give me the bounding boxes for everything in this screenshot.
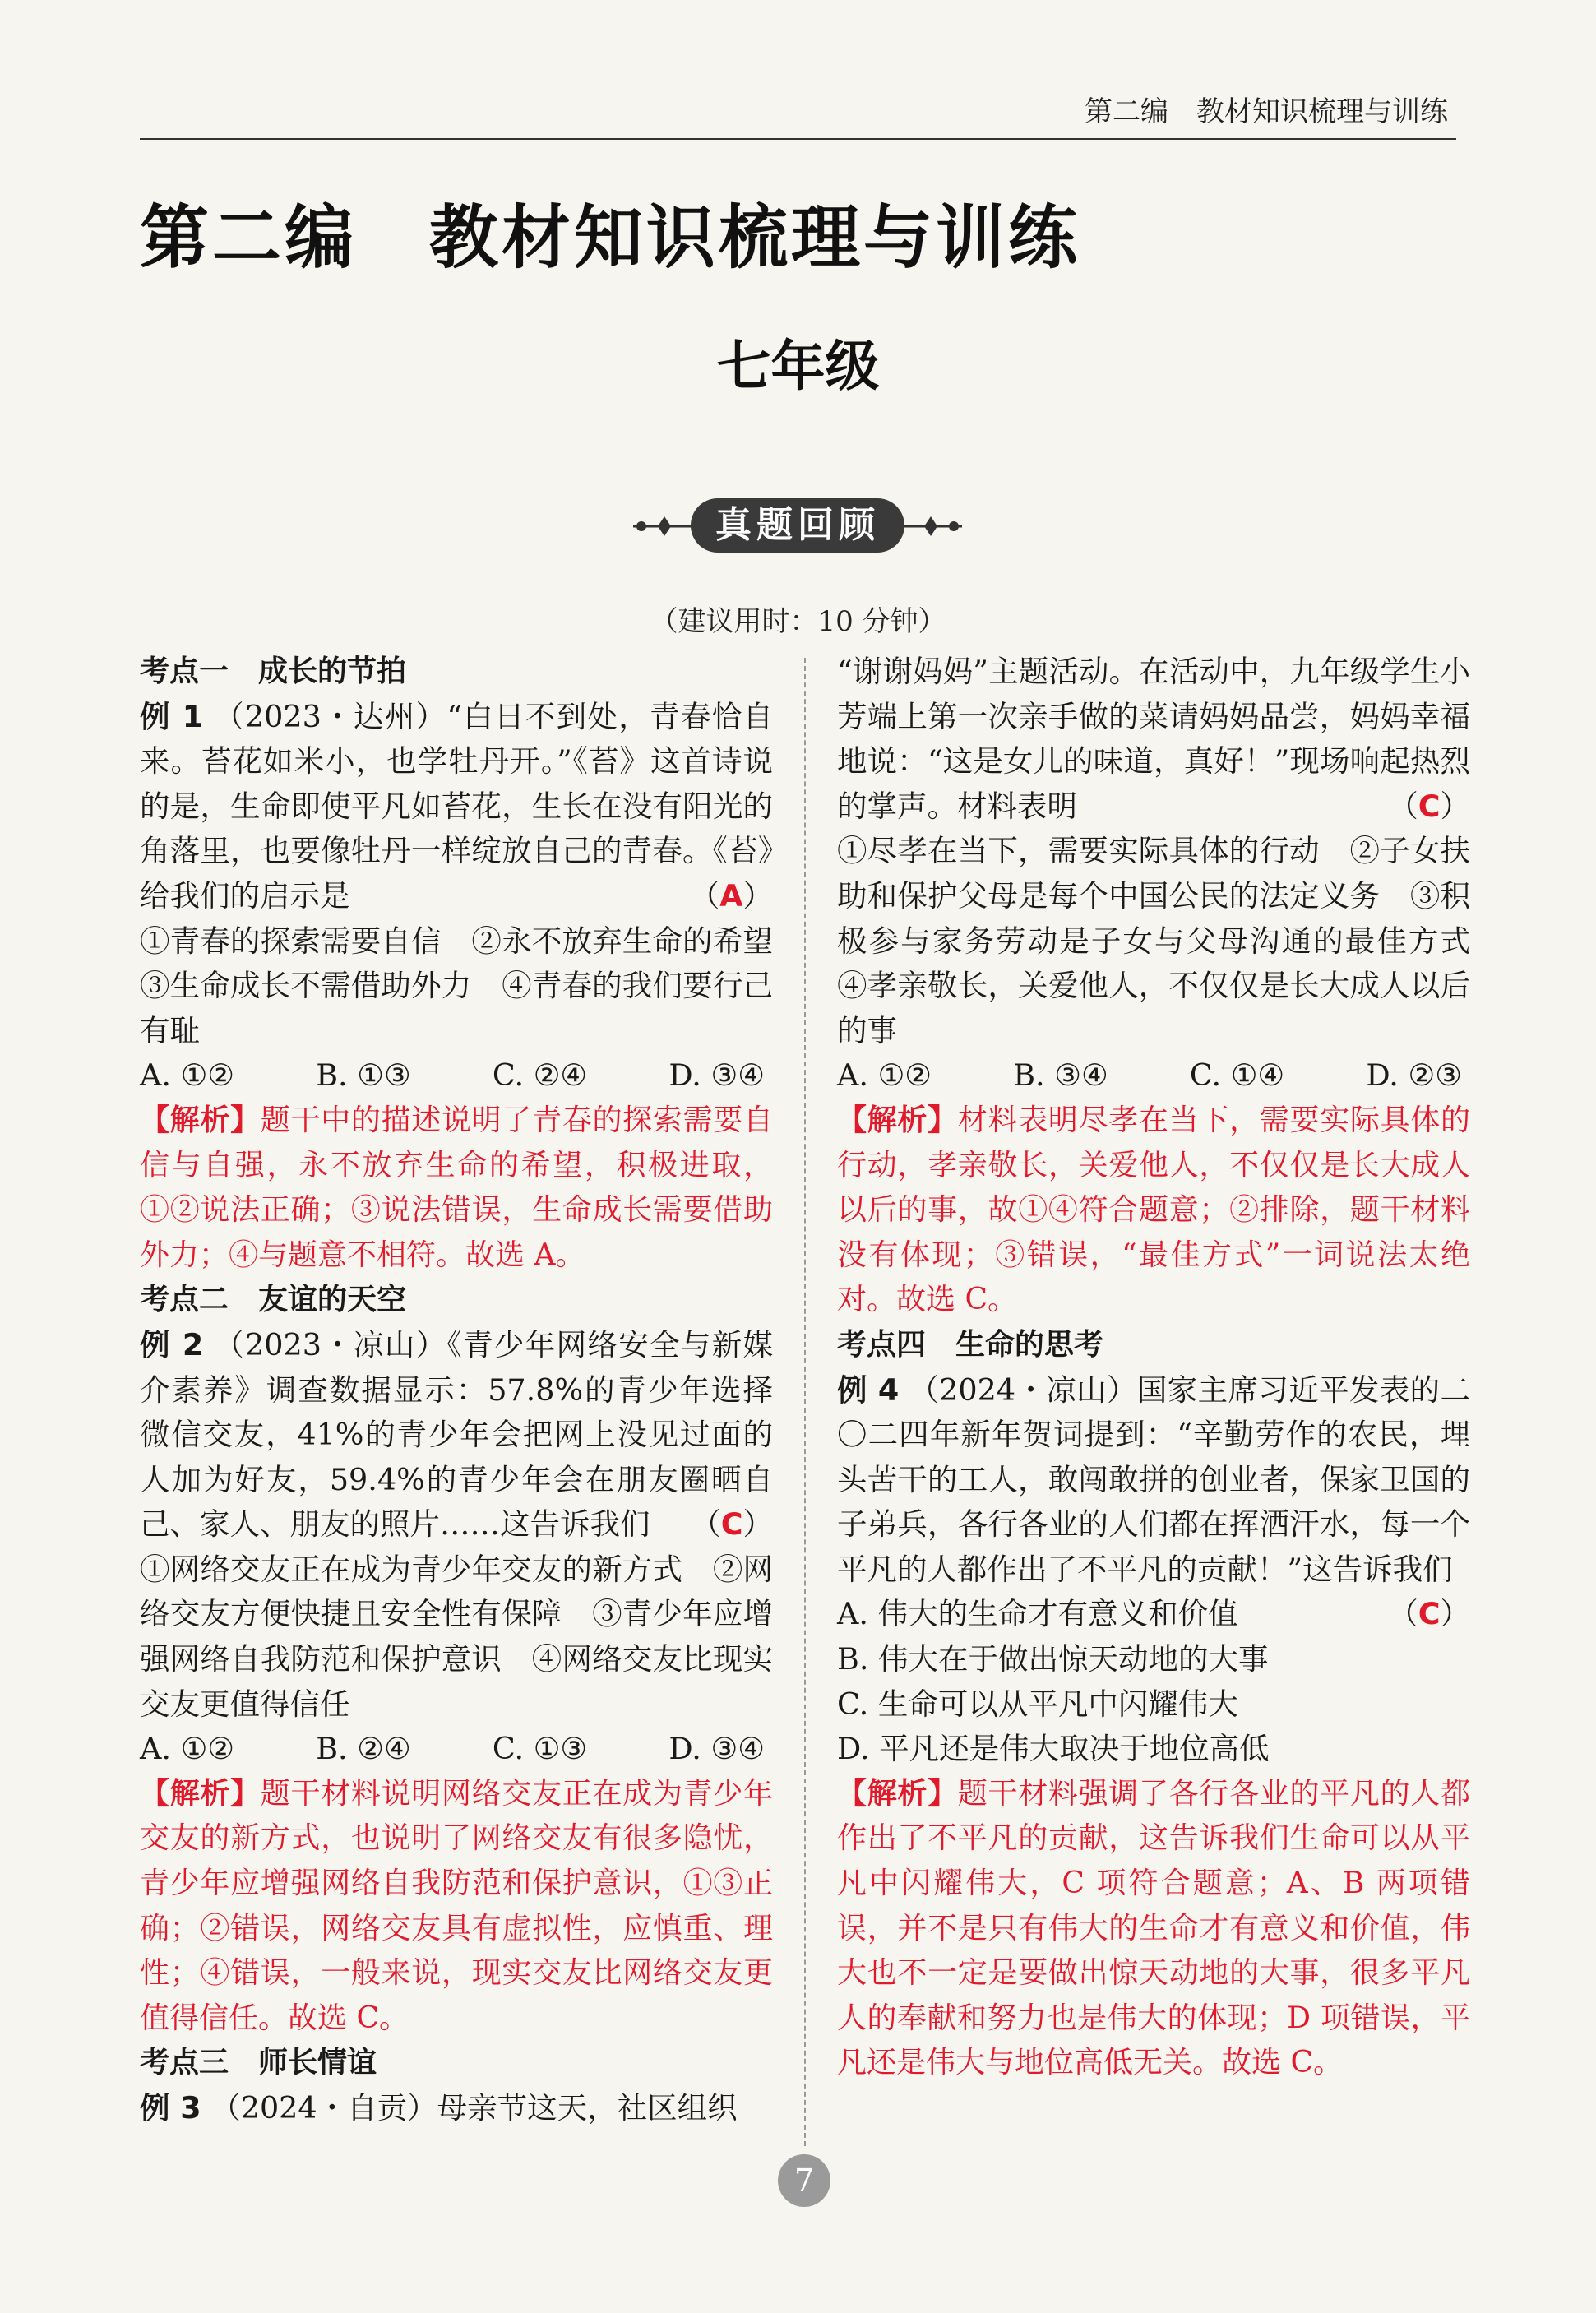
option-a: A. 伟大的生命才有意义和价值 bbox=[837, 1596, 1238, 1632]
option-c: C. ①③ bbox=[492, 1731, 588, 1767]
option-c: C. 生命可以从平凡中闪耀伟大 bbox=[837, 1686, 1238, 1722]
question-4 bbox=[837, 1368, 1470, 2087]
answer-bracket: （C） bbox=[691, 1506, 773, 1543]
right-column bbox=[837, 650, 1501, 2086]
option-d: D. ③④ bbox=[668, 1731, 765, 1767]
question-3-start bbox=[140, 2086, 773, 2131]
page-title: 第二编 教材知识梳理与训练 bbox=[140, 197, 1081, 278]
question-stem: （2023・达州）“白日不到处，青春恰自来。苔花如米小，也学牡丹开。”《苔》这首诗说的是，生命即使平凡如苔花，生长在没有阳光的角落里，也要像牡丹一样绽放自己的青春。《苔》给我们的启示是 bbox=[140, 698, 773, 914]
header-rule bbox=[140, 138, 1456, 140]
option-d: D. 平凡还是伟大取决于地位高低 bbox=[837, 1731, 1270, 1767]
section-heading-1: 考点一 成长的节拍 bbox=[140, 655, 407, 688]
option-a: A. ①② bbox=[140, 1731, 235, 1767]
column-divider bbox=[804, 658, 806, 2146]
options bbox=[837, 1053, 1470, 1099]
suggested-time: （建议用时：10 分钟） bbox=[650, 605, 946, 638]
option-a: A. ①② bbox=[140, 1057, 235, 1094]
answer: A bbox=[719, 877, 743, 914]
options bbox=[140, 1053, 773, 1099]
question-stem: （2023・凉山）《青少年网络安全与新媒介素养》调查数据显示：57.8%的青少年选择微信交友，41%的青少年会把网上没见过面的人加为好友，59.4%的青少年会在朋友圈晒自己、家人、朋友的照片……这告诉我们 bbox=[140, 1326, 774, 1543]
answer: C bbox=[720, 1506, 743, 1543]
question-label: 例 1 bbox=[140, 698, 204, 734]
section-heading-3: 考点三 师长情谊 bbox=[140, 2046, 377, 2080]
analysis-tag: 【解析】 bbox=[837, 1103, 958, 1137]
analysis: 【解析】题干材料强调了各行各业的平凡的人都作出了不平凡的贡献，这告诉我们生命可以从平凡中闪耀伟大，C 项符合题意；A、B 两项错误，并不是只有伟大的生命才有意义和价值，伟大也不一定是要做出惊天动地的大事，很多平凡人的奉献和努力也是伟大的体现；D 项错误，平凡还是伟大与地位高低无关。故选 C。 bbox=[837, 1776, 1470, 2080]
question-label: 例 2 bbox=[140, 1326, 204, 1362]
question-stem: （2024・自贡）母亲节这天，社区组织 bbox=[210, 2090, 738, 2126]
analysis: 【解析】材料表明尽孝在当下，需要实际具体的行动，孝亲敬长，关爱他人，不仅仅是长大成人以后的事，故①④符合题意；②排除，题干材料没有体现；③错误，“最佳方式”一词说法太绝对。故选 C。 bbox=[837, 1103, 1470, 1317]
running-head: 第二编 教材知识梳理与训练 bbox=[1085, 95, 1448, 128]
statements: ①青春的探索需要自信 ②永不放弃生命的希望 ③生命成长不需借助外力 ④青春的我们要行己有耻 bbox=[140, 923, 803, 1048]
option-c: C. ①④ bbox=[1189, 1057, 1285, 1094]
analysis-tag: 【解析】 bbox=[140, 1776, 261, 1811]
options bbox=[140, 1727, 773, 1772]
question-stem: （2024・凉山）国家主席习近平发表的二〇二四年新年贺词提到：“辛勤劳作的农民，埋头苦干的工人，敢闯敢拼的创业者，保家卫国的子弟兵，各行各业的人们都在挥洒汗水，每一个平凡的人都作出了不平凡的贡献！”这告诉我们 bbox=[837, 1372, 1471, 1587]
statements: ①网络交友正在成为青少年交友的新方式 ②网络交友方便快捷且安全性有保障 ③青少年应增强网络自我防范和保护意识 ④网络交友比现实交友更值得信任 bbox=[140, 1551, 773, 1722]
question-label: 例 3 bbox=[140, 2090, 201, 2126]
answer: C bbox=[1418, 788, 1441, 824]
option-b: B. ①③ bbox=[316, 1057, 411, 1094]
page-number: 7 bbox=[778, 2154, 830, 2207]
analysis: 【解析】题干材料说明网络交友正在成为青少年交友的新方式，也说明了网络交友有很多隐忧，青少年应增强网络自我防范和保护意识，①③正确；②错误，网络交友具有虚拟性，应慎重、理性；④错误，一般来说，现实交友比网络交友更值得信任。故选 C。 bbox=[140, 1776, 773, 2035]
option-d: D. ③④ bbox=[668, 1057, 765, 1094]
option-b: B. ②④ bbox=[316, 1731, 411, 1767]
option-c: C. ②④ bbox=[492, 1057, 588, 1094]
question-2 bbox=[140, 1323, 773, 2042]
section-banner: 真题回顾 bbox=[691, 498, 904, 553]
question-1 bbox=[140, 695, 803, 1279]
answer-bracket: （C） bbox=[1388, 788, 1470, 824]
option-b: B. ③④ bbox=[1013, 1057, 1108, 1094]
section-heading-4: 考点四 生命的思考 bbox=[837, 1327, 1104, 1362]
analysis-tag: 【解析】 bbox=[837, 1776, 958, 1811]
answer-bracket: （C） bbox=[1388, 1596, 1470, 1632]
option-d: D. ②③ bbox=[1366, 1057, 1462, 1094]
answer-bracket: （A） bbox=[689, 877, 773, 914]
option-a: A. ①② bbox=[837, 1057, 932, 1094]
answer: C bbox=[1418, 1596, 1441, 1632]
section-heading-2: 考点二 友谊的天空 bbox=[140, 1283, 407, 1317]
question-label: 例 4 bbox=[837, 1372, 900, 1408]
question-stem: “谢谢妈妈”主题活动。在活动中，九年级学生小芳端上第一次亲手做的菜请妈妈品尝，妈妈幸福地说：“这是女儿的味道，真好！”现场响起热烈的掌声。材料表明 bbox=[837, 654, 1470, 824]
left-column bbox=[140, 650, 803, 2131]
grade-heading: 七年级 bbox=[716, 335, 880, 398]
statements: ①尽孝在当下，需要实际具体的行动 ②子女扶助和保护父母是每个中国公民的法定义务 ③积极参与家务劳动是子女与父母沟通的最佳方式 ④孝亲敬长，关爱他人，不仅仅是长大成人以后的事 bbox=[837, 833, 1501, 1048]
option-b: B. 伟大在于做出惊天动地的大事 bbox=[837, 1641, 1269, 1677]
question-3-continued bbox=[837, 650, 1501, 1323]
analysis-tag: 【解析】 bbox=[140, 1103, 261, 1137]
analysis: 【解析】题干中的描述说明了青春的探索需要自信与自强，永不放弃生命的希望，积极进取，①②说法正确；③说法错误，生命成长需要借助外力；④与题意不相符。故选 A。 bbox=[140, 1103, 773, 1272]
